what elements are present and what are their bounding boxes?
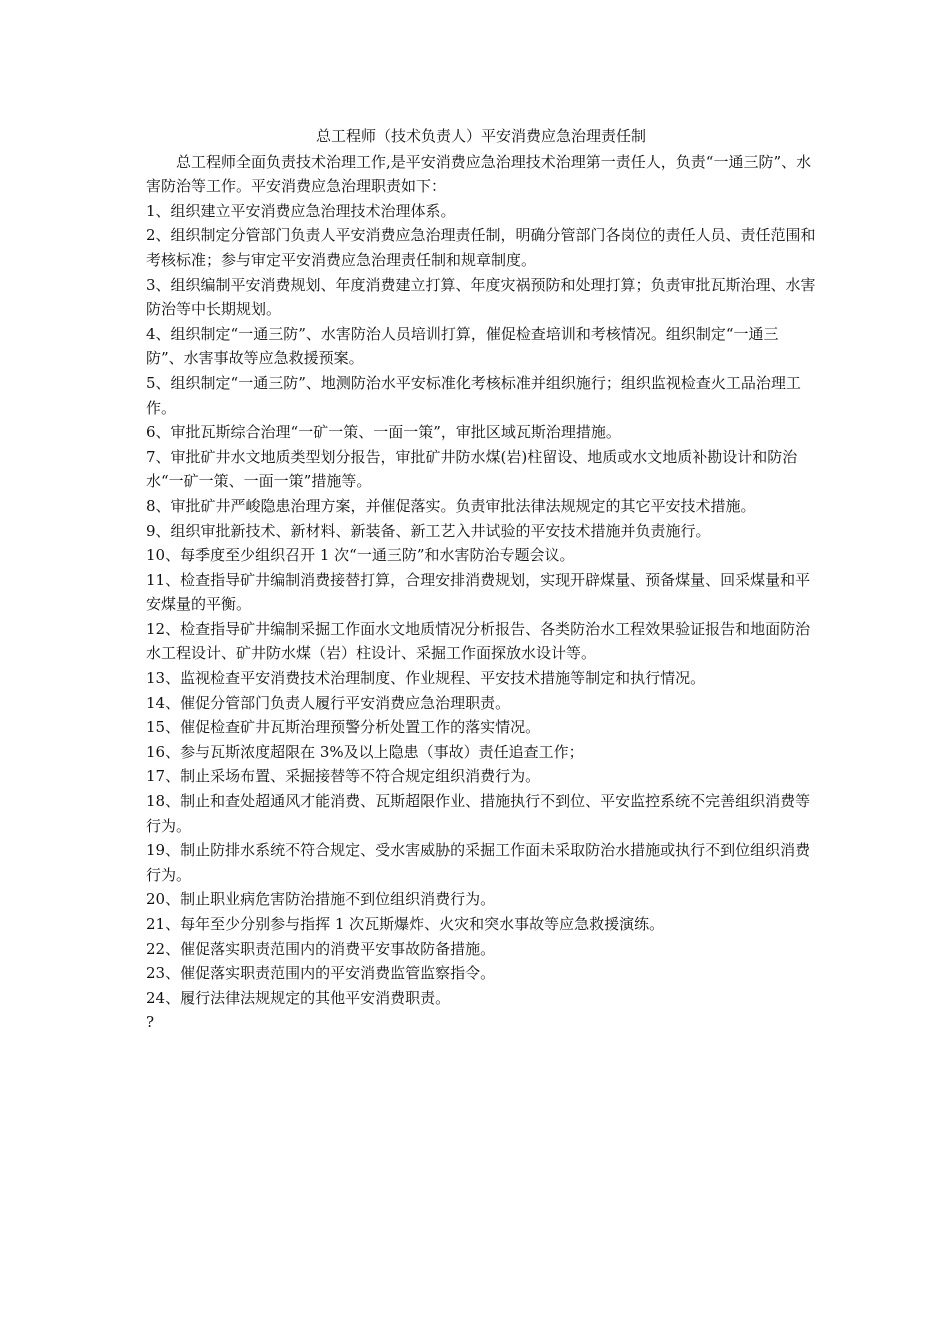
list-item: 8、审批矿井严峻隐患治理方案，并催促落实。负责审批法律法规规定的其它平安技术措施。	[146, 496, 756, 515]
list-item: 11、检查指导矿井编制消费接替打算，合理安排消费规划，实现开辟煤量、预备煤量、回采煤量和平安煤量的平衡。	[146, 570, 811, 614]
list-item: 13、监视检查平安消费技术治理制度、作业规程、平安技术措施等制定和执行情况。	[146, 669, 706, 688]
intro-paragraph: 总工程师全面负责技术治理工作,是平安消费应急治理技术治理第一责任人，负责“一通三防”、水害防治等工作。平安消费应急治理职责如下：	[146, 152, 812, 196]
list-item: 17、制止采场布置、采掘接替等不符合规定组织消费行为。	[146, 767, 541, 786]
document-page	[146, 124, 816, 1035]
document-title: 总工程师（技术负责人）平安消费应急治理责任制	[315, 127, 646, 145]
list-item: 20、制止职业病危害防治措施不到位组织消费行为。	[146, 890, 496, 909]
list-item: 22、催促落实职责范围内的消费平安事故防备措施。	[146, 939, 496, 958]
list-item: 12、检查指导矿井编制采掘工作面水文地质情况分析报告、各类防治水工程效果验证报告和地面防治水工程设计、矿井防水煤（岩）柱设计、采掘工作面探放水设计等。	[146, 619, 811, 663]
list-item: 2、组织制定分管部门负责人平安消费应急治理责任制，明确分管部门各岗位的责任人员、责任范围和考核标准；参与审定平安消费应急治理责任制和规章制度。	[146, 226, 816, 269]
responsibility-list	[146, 199, 816, 1011]
list-item: 7、审批矿井水文地质类型划分报告，审批矿井防水煤(岩)柱留设、地质或水文地质补勘设计和防治水“一矿一策、一面一策”措施等。	[146, 447, 798, 491]
list-item: 14、催促分管部门负责人履行平安消费应急治理职责。	[146, 693, 511, 712]
list-item: 15、催促检查矿井瓦斯治理预警分析处置工作的落实情况。	[146, 718, 541, 737]
list-item: 23、催促落实职责范围内的平安消费监管监察指令。	[146, 964, 496, 983]
list-item: 3、组织编制平安消费规划、年度消费建立打算、年度灾祸预防和处理打算；负责审批瓦斯治理、水害防治等中长期规划。	[146, 275, 816, 319]
list-item: 10、每季度至少组织召开 1 次“一通三防”和水害防治专题会议。	[146, 546, 575, 565]
list-item: 6、审批瓦斯综合治理“一矿一策、一面一策”，审批区域瓦斯治理措施。	[146, 423, 621, 442]
list-item: 1、组织建立平安消费应急治理技术治理体系。	[146, 201, 456, 220]
list-item: 24、履行法律法规规定的其他平安消费职责。	[146, 988, 451, 1007]
list-item: 18、制止和查处超通风才能消费、瓦斯超限作业、措施执行不到位、平安监控系统不完善组织消费等行为。	[146, 792, 811, 835]
list-item: 21、每年至少分别参与指挥 1 次瓦斯爆炸、火灾和突水事故等应急救援演练。	[146, 915, 665, 933]
list-item: 9、组织审批新技术、新材料、新装备、新工艺入井试验的平安技术措施并负责施行。	[146, 521, 711, 540]
list-item: 5、组织制定“一通三防”、地测防治水平安标准化考核标准并组织施行；组织监视检查火工品治理工作。	[146, 373, 801, 417]
list-item: 19、制止防排水系统不符合规定、受水害威胁的采掘工作面未采取防治水措施或执行不到位组织消费行为。	[146, 841, 811, 884]
list-item: 4、组织制定“一通三防”、水害防治人员培训打算，催促检查培训和考核情况。组织制定“一通三防”、水害事故等应急救援预案。	[146, 324, 779, 368]
list-item: 16、参与瓦斯浓度超限在 3%及以上隐患（事故）责任追查工作；	[146, 742, 584, 761]
trailing-mark: ?	[146, 1013, 155, 1032]
